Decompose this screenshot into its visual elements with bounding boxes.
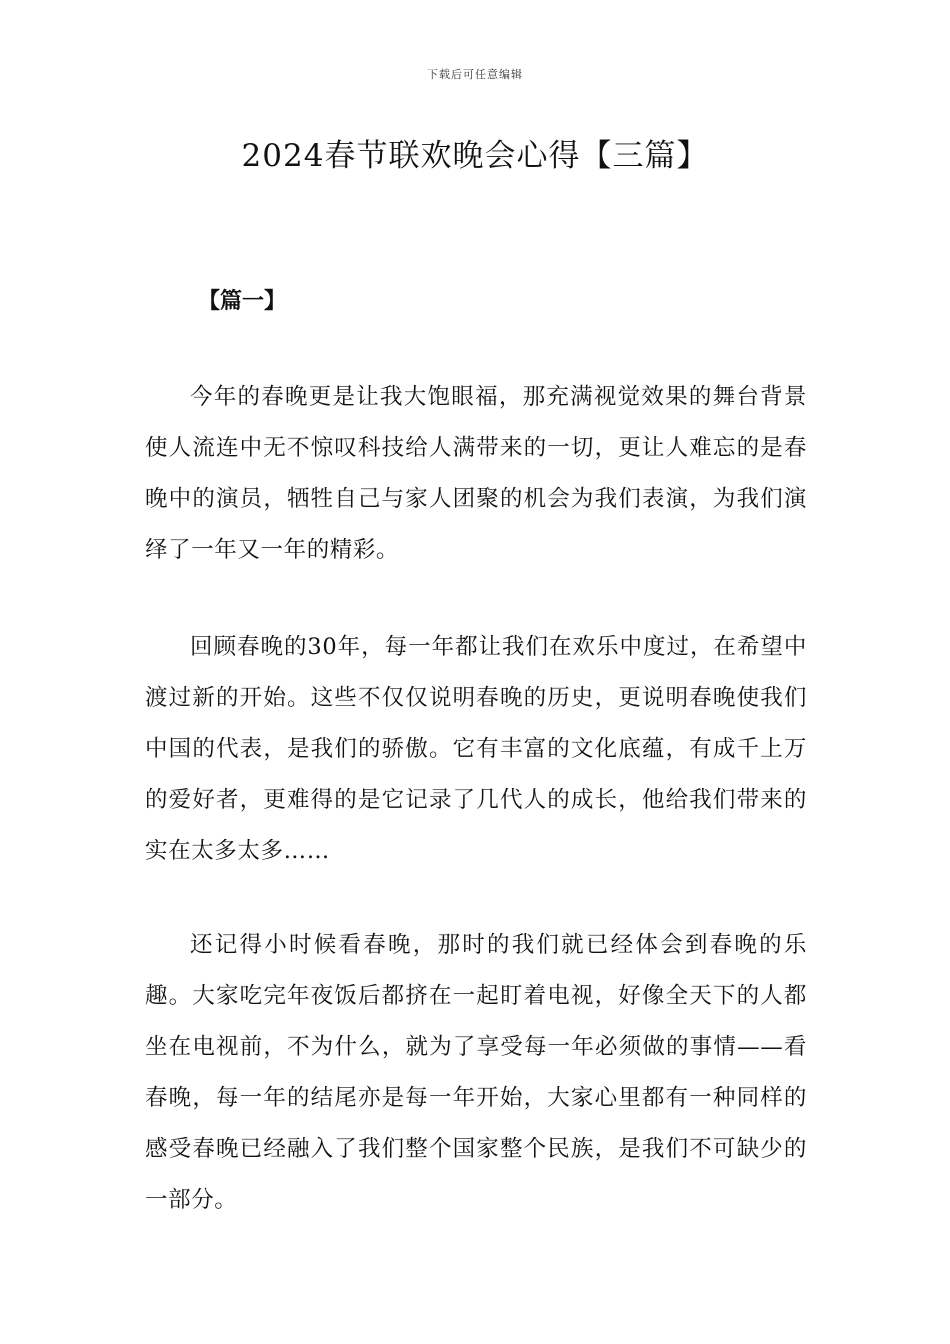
page-title: 2024春节联欢晚会心得【三篇】 <box>241 138 709 174</box>
section-heading: 【篇一】 <box>198 288 287 314</box>
paragraph-2: 回顾春晚的30年，每一年都让我们在欢乐中度过，在希望中渡过新的开始。这些不仅仅说明春晚的历史，更说明春晚使我们中国的代表，是我们的骄傲。它有丰富的文化底蕴，有成千上万的爱好者，更难得的是它记录了几代人的成长，他给我们带来的实在太多太多…… <box>145 634 807 864</box>
paragraph-1: 今年的春晚更是让我大饱眼福，那充满视觉效果的舞台背景使人流连中无不惊叹科技给人满带来的一切，更让人难忘的是春晚中的演员，牺牲自己与家人团聚的机会为我们表演，为我们演绎了一年又一年的精彩。 <box>145 384 807 563</box>
header-note: 下载后可任意编辑 <box>427 68 523 81</box>
paragraph-3: 还记得小时候看春晚，那时的我们就已经体会到春晚的乐趣。大家吃完年夜饭后都挤在一起盯着电视，好像全天下的人都坐在电视前，不为什么，就为了享受每一年必须做的事情——看春晚，每一年的结尾亦是每一年开始，大家心里都有一种同样的感受春晚已经融入了我们整个国家整个民族，是我们不可缺少的一部分。 <box>145 932 807 1213</box>
